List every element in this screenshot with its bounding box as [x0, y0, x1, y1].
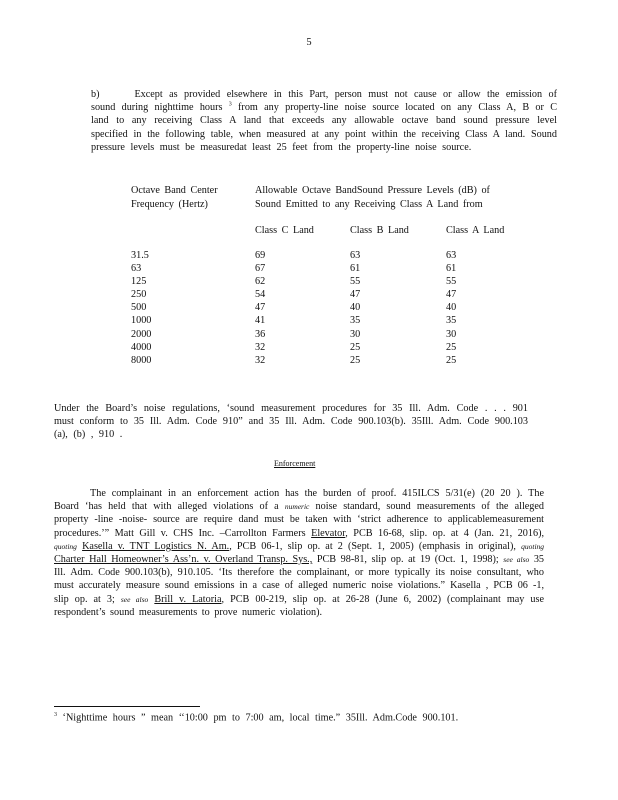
- table-cell: 47: [255, 302, 266, 314]
- footnote-reference: 3: [228, 101, 232, 108]
- footnote-marker: 3: [54, 712, 57, 718]
- paragraph-text-1: Except as provided elsewhere in this Part, person must not cause or allow the emission of sound during nighttime hours: [91, 89, 558, 114]
- table-cell: 32: [255, 354, 266, 366]
- table-cell: 30: [350, 328, 361, 340]
- table-cell: 30: [446, 328, 457, 340]
- column-header-class-c: Class C Land: [255, 225, 314, 236]
- class-c-column: [255, 249, 265, 367]
- table-cell: 500: [131, 302, 147, 314]
- frequency-column: [131, 249, 151, 367]
- table-header-levels: Allowable Octave BandSound Pressure Levels (dB) of Sound Emitted to any Receiving Class A Land from: [255, 185, 490, 210]
- regulations-paragraph: Under the Board’s noise regulations, ‘sound measurement procedures for 35 Ill. Adm. Code . . . 901 must conform to 35 Ill. Adm. Code 910” and 35 Ill. Adm. Code 900.103(b). 35Ill. Adm. Code 900.103 (a), (b) , 910 .: [54, 403, 528, 441]
- paragraph-b: [91, 88, 557, 154]
- footnote-divider: [54, 706, 200, 707]
- column-header-class-b: Class B Land: [350, 225, 409, 236]
- table-cell: 47: [446, 289, 457, 301]
- paragraph-label: b): [91, 89, 100, 100]
- table-cell: 54: [255, 289, 266, 301]
- case-citation: Elevator: [311, 527, 346, 539]
- footnote: [54, 712, 554, 723]
- table-cell: 4000: [131, 341, 152, 353]
- table-cell: 35: [446, 315, 457, 327]
- table-cell: 36: [255, 328, 266, 340]
- table-cell: 61: [446, 263, 457, 275]
- table-cell: 63: [350, 250, 361, 261]
- table-cell: 63: [446, 250, 457, 261]
- class-a-column: [446, 249, 456, 367]
- table-cell: 41: [255, 315, 266, 327]
- table-cell: 62: [255, 276, 266, 288]
- table-cell: 47: [350, 289, 361, 301]
- section-heading: Enforcement: [274, 459, 316, 468]
- table-cell: 35: [350, 315, 361, 327]
- table-cell: 67: [255, 263, 266, 275]
- table-cell: 32: [255, 341, 266, 353]
- table-cell: 40: [446, 302, 457, 314]
- footnote-text: ‘Nighttime hours ” mean ‘‘10:00 pm to 7:00 am, local time.” 35Ill. Adm.Code 900.101.: [62, 712, 459, 724]
- enforcement-paragraph: The complainant in an enforcement action has the burden of proof. 415ILCS 5/31(e) (20 20 ). The Board ‘has held that with alleged violations of a numeric noise standard, sound measurements of the alleged property -line -noise- source are require dand must be taken with ‘strict adherence to applicablemeasurement procedures.’” Matt Gill v. CHS Inc. –Carrollton Farmers Elevator, PCB 16-68, slip. op. at 4 (Jan. 21, 2016), quoting Kasella v. TNT Logistics N. Am., PCB 06-1, slip op. at 2 (Sept. 1, 2005) (emphasis in original), quoting Charter Hall Homeowner’s Ass’n. v. Overland Transp. Sys., PCB 98-81, slip op. at 19 (Oct. 1, 1998); see also 35 Ill. Adm. Code 900.103(b), 910.105. ‘Its therefore the complainant, or more typically its noise consultant, who must accurately measure sound emissions in a case of alleged numeric noise violations.” Kasella , PCB 06 -1, slip op. at 3; see also Brill v. Latoria, PCB 00-219, slip op. at 26-28 (June 6, 2002) (complainant may use respondent’s sound measurements to prove numeric violation).: [54, 488, 545, 618]
- table-cell: 25: [350, 341, 361, 353]
- case-citation: Charter Hall Homeowner’s Ass’n. v. Overland Transp. Sys.,: [54, 554, 313, 566]
- class-b-column: [350, 249, 360, 367]
- table-cell: 25: [446, 341, 457, 353]
- table-cell: 2000: [131, 328, 152, 340]
- emphasis-numeric: numeric: [284, 502, 310, 512]
- column-header-class-a: Class A Land: [446, 225, 505, 236]
- table-cell: 55: [350, 276, 361, 288]
- case-citation: Brill v. Latoria: [154, 593, 222, 605]
- table-cell: 125: [131, 276, 147, 288]
- table-cell: 55: [446, 276, 457, 288]
- case-citation: Kasella v. TNT Logistics N. Am.: [82, 540, 230, 552]
- table-cell: 25: [350, 354, 361, 366]
- table-header-frequency: Octave Band Center Frequency (Hertz): [131, 185, 218, 210]
- table-cell: 250: [131, 289, 147, 301]
- table-cell: 40: [350, 302, 361, 314]
- table-cell: 69: [255, 250, 266, 261]
- table-cell: 63: [131, 263, 142, 275]
- paragraph-text-2: from any property-line noise source located on any Class A, B or C land to any receiving Class A land that exceeds any allowable octave band sound pressure level specified in the following table, when measured at any point within the receiving Class A land. Sound pressure levels must be measuredat least 25 feet from the property-line noise source.: [91, 102, 557, 153]
- page-number: 5: [306, 37, 312, 48]
- table-cell: 8000: [131, 354, 152, 366]
- table-cell: 61: [350, 263, 361, 275]
- table-cell: 1000: [131, 315, 152, 327]
- table-cell: 25: [446, 354, 457, 366]
- table-cell: 31.5: [131, 250, 149, 261]
